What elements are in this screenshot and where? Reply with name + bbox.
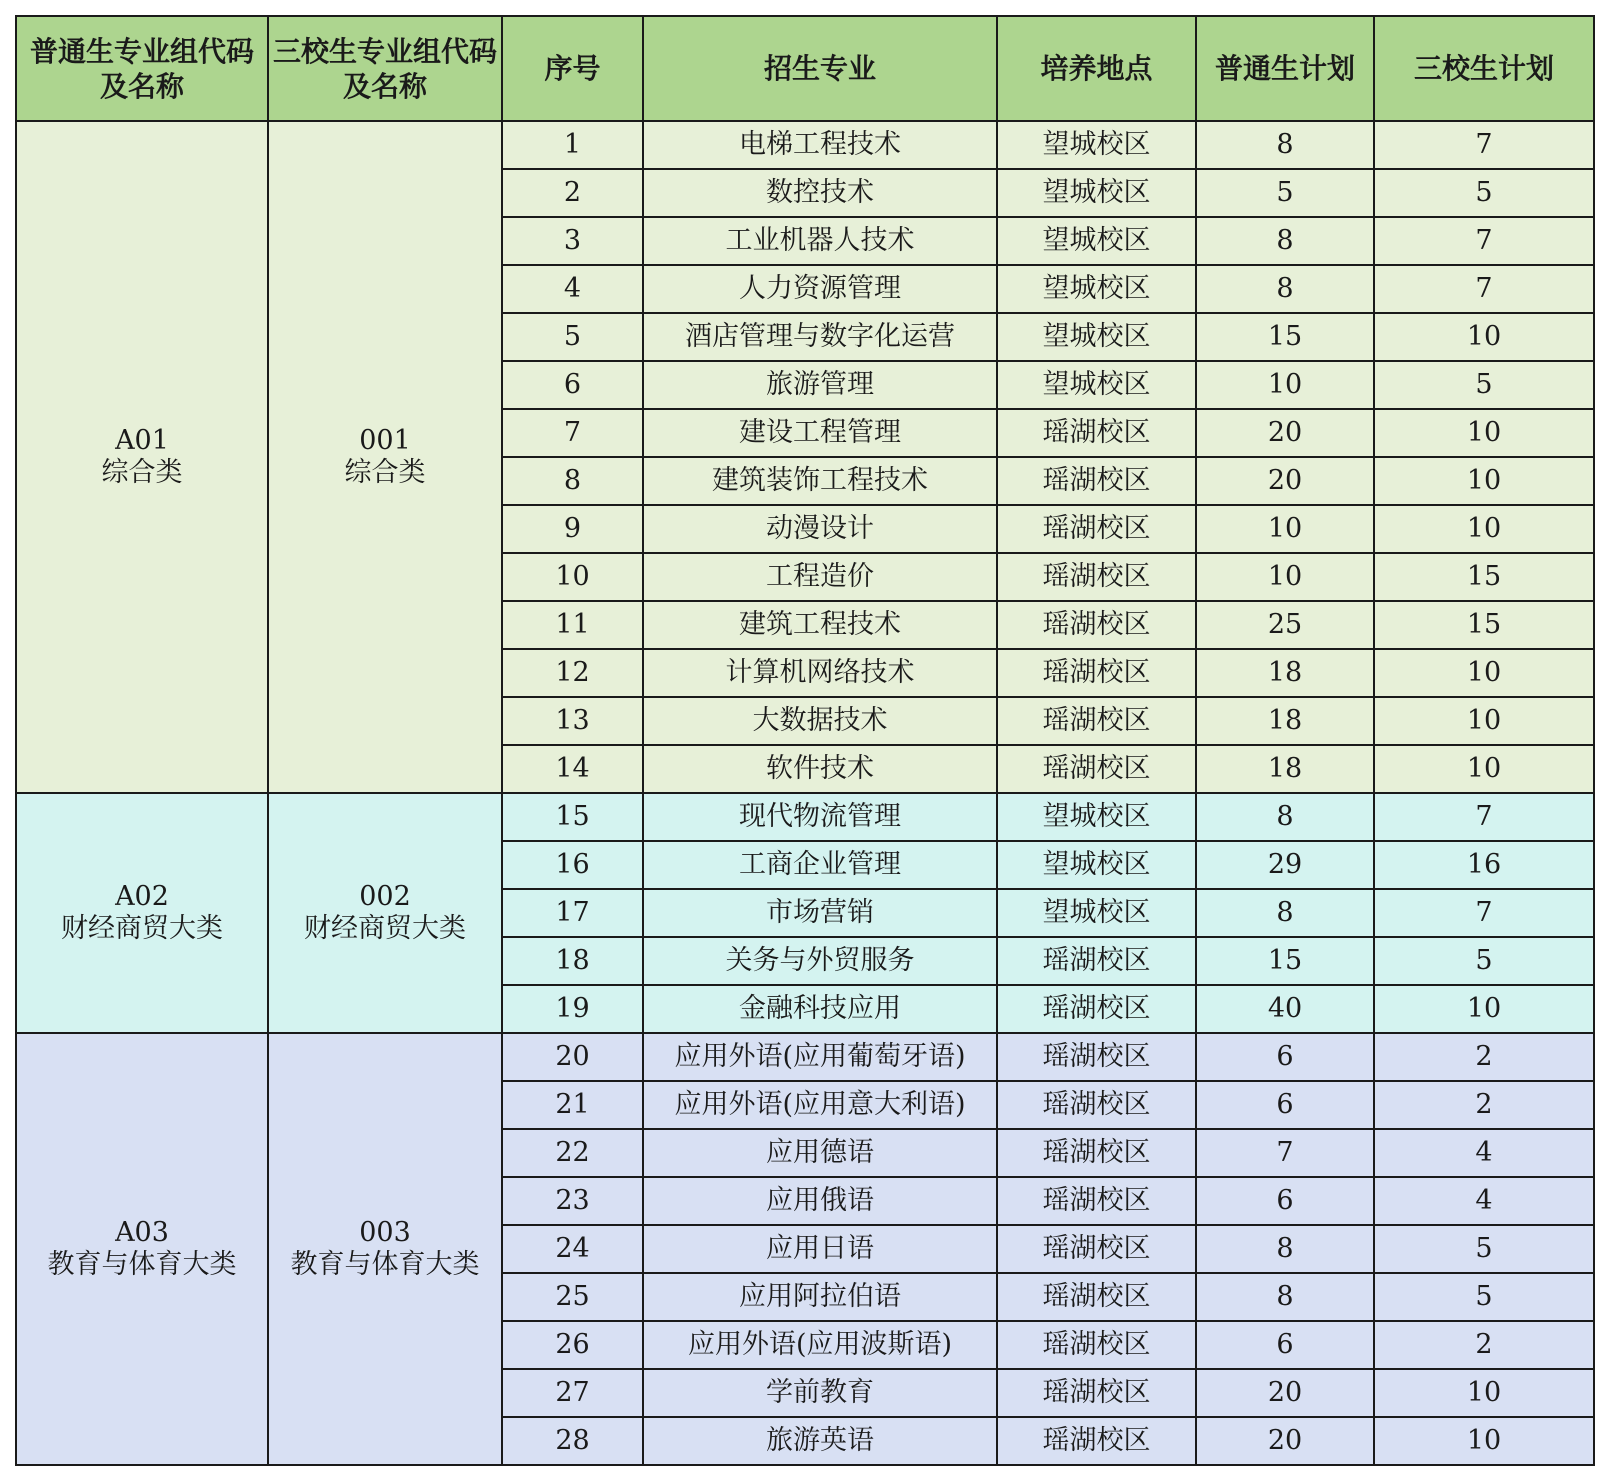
serial-no-cell: 27 (502, 1369, 643, 1417)
major-cell: 应用外语(应用意大利语) (643, 1081, 997, 1129)
tri-group-cell (268, 793, 502, 1033)
regular-plan-cell: 10 (1196, 553, 1374, 601)
regular-group-name: 综合类 (101, 457, 183, 488)
regular-plan-cell: 18 (1196, 745, 1374, 793)
campus-cell: 瑶湖校区 (997, 1129, 1196, 1177)
tri-plan-cell: 5 (1374, 1273, 1594, 1321)
major-cell: 建筑工程技术 (643, 601, 997, 649)
serial-no-cell: 9 (502, 505, 643, 553)
regular-plan-cell: 15 (1196, 313, 1374, 361)
header-regular-plan: 普通生计划 (1196, 16, 1374, 121)
tri-plan-cell: 2 (1374, 1321, 1594, 1369)
tri-plan-cell: 10 (1374, 649, 1594, 697)
tri-plan-cell: 10 (1374, 313, 1594, 361)
regular-plan-cell: 40 (1196, 985, 1374, 1033)
tri-group-cell (268, 1033, 502, 1465)
tri-plan-cell: 5 (1374, 1225, 1594, 1273)
campus-cell: 瑶湖校区 (997, 985, 1196, 1033)
tri-plan-cell: 10 (1374, 505, 1594, 553)
table-row (16, 121, 1594, 169)
regular-group-name: 教育与体育大类 (47, 1249, 237, 1280)
campus-cell: 瑶湖校区 (997, 601, 1196, 649)
serial-no-cell: 14 (502, 745, 643, 793)
tri-plan-cell: 7 (1374, 793, 1594, 841)
major-cell: 酒店管理与数字化运营 (643, 313, 997, 361)
campus-cell: 瑶湖校区 (997, 697, 1196, 745)
serial-no-cell: 4 (502, 265, 643, 313)
regular-plan-cell: 20 (1196, 1417, 1374, 1465)
regular-plan-cell: 20 (1196, 1369, 1374, 1417)
table-row (16, 1033, 1594, 1081)
regular-group-code: A02 (115, 880, 169, 912)
regular-group-code: A03 (115, 1216, 169, 1248)
serial-no-cell: 18 (502, 937, 643, 985)
tri-plan-cell: 5 (1374, 169, 1594, 217)
campus-cell: 望城校区 (997, 121, 1196, 169)
major-cell: 关务与外贸服务 (643, 937, 997, 985)
serial-no-cell: 15 (502, 793, 643, 841)
enrollment-plan-table-container (15, 15, 1595, 1466)
serial-no-cell: 22 (502, 1129, 643, 1177)
major-cell: 软件技术 (643, 745, 997, 793)
tri-plan-cell: 16 (1374, 841, 1594, 889)
major-cell: 工程造价 (643, 553, 997, 601)
serial-no-cell: 11 (502, 601, 643, 649)
major-cell: 工业机器人技术 (643, 217, 997, 265)
serial-no-cell: 13 (502, 697, 643, 745)
serial-no-cell: 16 (502, 841, 643, 889)
major-cell: 应用外语(应用葡萄牙语) (643, 1033, 997, 1081)
major-cell: 数控技术 (643, 169, 997, 217)
tri-plan-cell: 10 (1374, 457, 1594, 505)
regular-plan-cell: 5 (1196, 169, 1374, 217)
table-row (16, 793, 1594, 841)
tri-plan-cell: 10 (1374, 1417, 1594, 1465)
regular-plan-cell: 6 (1196, 1177, 1374, 1225)
regular-plan-cell: 6 (1196, 1321, 1374, 1369)
serial-no-cell: 28 (502, 1417, 643, 1465)
serial-no-cell: 19 (502, 985, 643, 1033)
serial-no-cell: 3 (502, 217, 643, 265)
tri-group-code: 003 (359, 1216, 411, 1248)
serial-no-cell: 17 (502, 889, 643, 937)
serial-no-cell: 5 (502, 313, 643, 361)
serial-no-cell: 25 (502, 1273, 643, 1321)
regular-plan-cell: 8 (1196, 265, 1374, 313)
regular-plan-cell: 8 (1196, 1273, 1374, 1321)
major-cell: 旅游英语 (643, 1417, 997, 1465)
regular-plan-cell: 6 (1196, 1081, 1374, 1129)
tri-group-code: 002 (359, 880, 411, 912)
campus-cell: 望城校区 (997, 361, 1196, 409)
regular-group-cell (16, 121, 268, 793)
major-cell: 应用德语 (643, 1129, 997, 1177)
campus-cell: 瑶湖校区 (997, 649, 1196, 697)
regular-plan-cell: 20 (1196, 409, 1374, 457)
serial-no-cell: 7 (502, 409, 643, 457)
regular-plan-cell: 18 (1196, 697, 1374, 745)
campus-cell: 瑶湖校区 (997, 1321, 1196, 1369)
campus-cell: 瑶湖校区 (997, 1273, 1196, 1321)
tri-group-name: 综合类 (344, 457, 426, 488)
campus-cell: 瑶湖校区 (997, 745, 1196, 793)
major-cell: 应用俄语 (643, 1177, 997, 1225)
serial-no-cell: 23 (502, 1177, 643, 1225)
regular-plan-cell: 29 (1196, 841, 1374, 889)
regular-plan-cell: 6 (1196, 1033, 1374, 1081)
serial-no-cell: 20 (502, 1033, 643, 1081)
regular-plan-cell: 8 (1196, 889, 1374, 937)
regular-group-name: 财经商贸大类 (61, 913, 223, 944)
campus-cell: 瑶湖校区 (997, 1369, 1196, 1417)
campus-cell: 望城校区 (997, 313, 1196, 361)
regular-plan-cell: 25 (1196, 601, 1374, 649)
regular-plan-cell: 8 (1196, 793, 1374, 841)
major-cell: 人力资源管理 (643, 265, 997, 313)
serial-no-cell: 10 (502, 553, 643, 601)
major-cell: 金融科技应用 (643, 985, 997, 1033)
header-row (16, 16, 1594, 121)
regular-group-cell (16, 1033, 268, 1465)
campus-cell: 望城校区 (997, 889, 1196, 937)
serial-no-cell: 12 (502, 649, 643, 697)
tri-plan-cell: 5 (1374, 937, 1594, 985)
tri-group-name: 财经商贸大类 (304, 913, 466, 944)
regular-plan-cell: 10 (1196, 361, 1374, 409)
major-cell: 建筑装饰工程技术 (643, 457, 997, 505)
tri-group-name: 教育与体育大类 (290, 1249, 480, 1280)
serial-no-cell: 8 (502, 457, 643, 505)
campus-cell: 瑶湖校区 (997, 457, 1196, 505)
tri-group-code: 001 (359, 424, 411, 456)
major-cell: 应用阿拉伯语 (643, 1273, 997, 1321)
major-cell: 电梯工程技术 (643, 121, 997, 169)
campus-cell: 瑶湖校区 (997, 505, 1196, 553)
header-serial-no: 序号 (502, 16, 643, 121)
tri-plan-cell: 10 (1374, 1369, 1594, 1417)
campus-cell: 瑶湖校区 (997, 1225, 1196, 1273)
campus-cell: 瑶湖校区 (997, 1417, 1196, 1465)
campus-cell: 瑶湖校区 (997, 1033, 1196, 1081)
regular-group-code: A01 (115, 424, 169, 456)
tri-plan-cell: 10 (1374, 745, 1594, 793)
serial-no-cell: 24 (502, 1225, 643, 1273)
tri-plan-cell: 2 (1374, 1033, 1594, 1081)
major-cell: 建设工程管理 (643, 409, 997, 457)
campus-cell: 瑶湖校区 (997, 553, 1196, 601)
campus-cell: 望城校区 (997, 265, 1196, 313)
campus-cell: 瑶湖校区 (997, 1081, 1196, 1129)
tri-plan-cell: 15 (1374, 601, 1594, 649)
tri-plan-cell: 5 (1374, 361, 1594, 409)
tri-plan-cell: 15 (1374, 553, 1594, 601)
major-cell: 大数据技术 (643, 697, 997, 745)
regular-plan-cell: 8 (1196, 1225, 1374, 1273)
tri-plan-cell: 4 (1374, 1129, 1594, 1177)
tri-plan-cell: 10 (1374, 409, 1594, 457)
major-cell: 应用外语(应用波斯语) (643, 1321, 997, 1369)
tri-group-cell (268, 121, 502, 793)
header-regular-group: 普通生专业组代码及名称 (16, 16, 268, 121)
campus-cell: 瑶湖校区 (997, 409, 1196, 457)
tri-plan-cell: 10 (1374, 985, 1594, 1033)
regular-plan-cell: 20 (1196, 457, 1374, 505)
header-tri-plan: 三校生计划 (1374, 16, 1594, 121)
regular-group-cell (16, 793, 268, 1033)
regular-plan-cell: 8 (1196, 121, 1374, 169)
tri-plan-cell: 7 (1374, 121, 1594, 169)
enrollment-plan-table (15, 15, 1595, 1466)
header-tri-group: 三校生专业组代码及名称 (268, 16, 502, 121)
campus-cell: 瑶湖校区 (997, 1177, 1196, 1225)
tri-plan-cell: 7 (1374, 889, 1594, 937)
major-cell: 应用日语 (643, 1225, 997, 1273)
regular-plan-cell: 15 (1196, 937, 1374, 985)
regular-plan-cell: 10 (1196, 505, 1374, 553)
serial-no-cell: 1 (502, 121, 643, 169)
regular-plan-cell: 18 (1196, 649, 1374, 697)
major-cell: 计算机网络技术 (643, 649, 997, 697)
major-cell: 市场营销 (643, 889, 997, 937)
regular-plan-cell: 7 (1196, 1129, 1374, 1177)
major-cell: 工商企业管理 (643, 841, 997, 889)
header-campus: 培养地点 (997, 16, 1196, 121)
major-cell: 旅游管理 (643, 361, 997, 409)
serial-no-cell: 21 (502, 1081, 643, 1129)
campus-cell: 望城校区 (997, 793, 1196, 841)
campus-cell: 望城校区 (997, 841, 1196, 889)
serial-no-cell: 2 (502, 169, 643, 217)
serial-no-cell: 6 (502, 361, 643, 409)
campus-cell: 望城校区 (997, 169, 1196, 217)
tri-plan-cell: 10 (1374, 697, 1594, 745)
major-cell: 现代物流管理 (643, 793, 997, 841)
campus-cell: 望城校区 (997, 217, 1196, 265)
tri-plan-cell: 7 (1374, 217, 1594, 265)
serial-no-cell: 26 (502, 1321, 643, 1369)
table-body (16, 121, 1594, 1465)
major-cell: 动漫设计 (643, 505, 997, 553)
tri-plan-cell: 7 (1374, 265, 1594, 313)
tri-plan-cell: 2 (1374, 1081, 1594, 1129)
header-major: 招生专业 (643, 16, 997, 121)
campus-cell: 瑶湖校区 (997, 937, 1196, 985)
tri-plan-cell: 4 (1374, 1177, 1594, 1225)
regular-plan-cell: 8 (1196, 217, 1374, 265)
major-cell: 学前教育 (643, 1369, 997, 1417)
